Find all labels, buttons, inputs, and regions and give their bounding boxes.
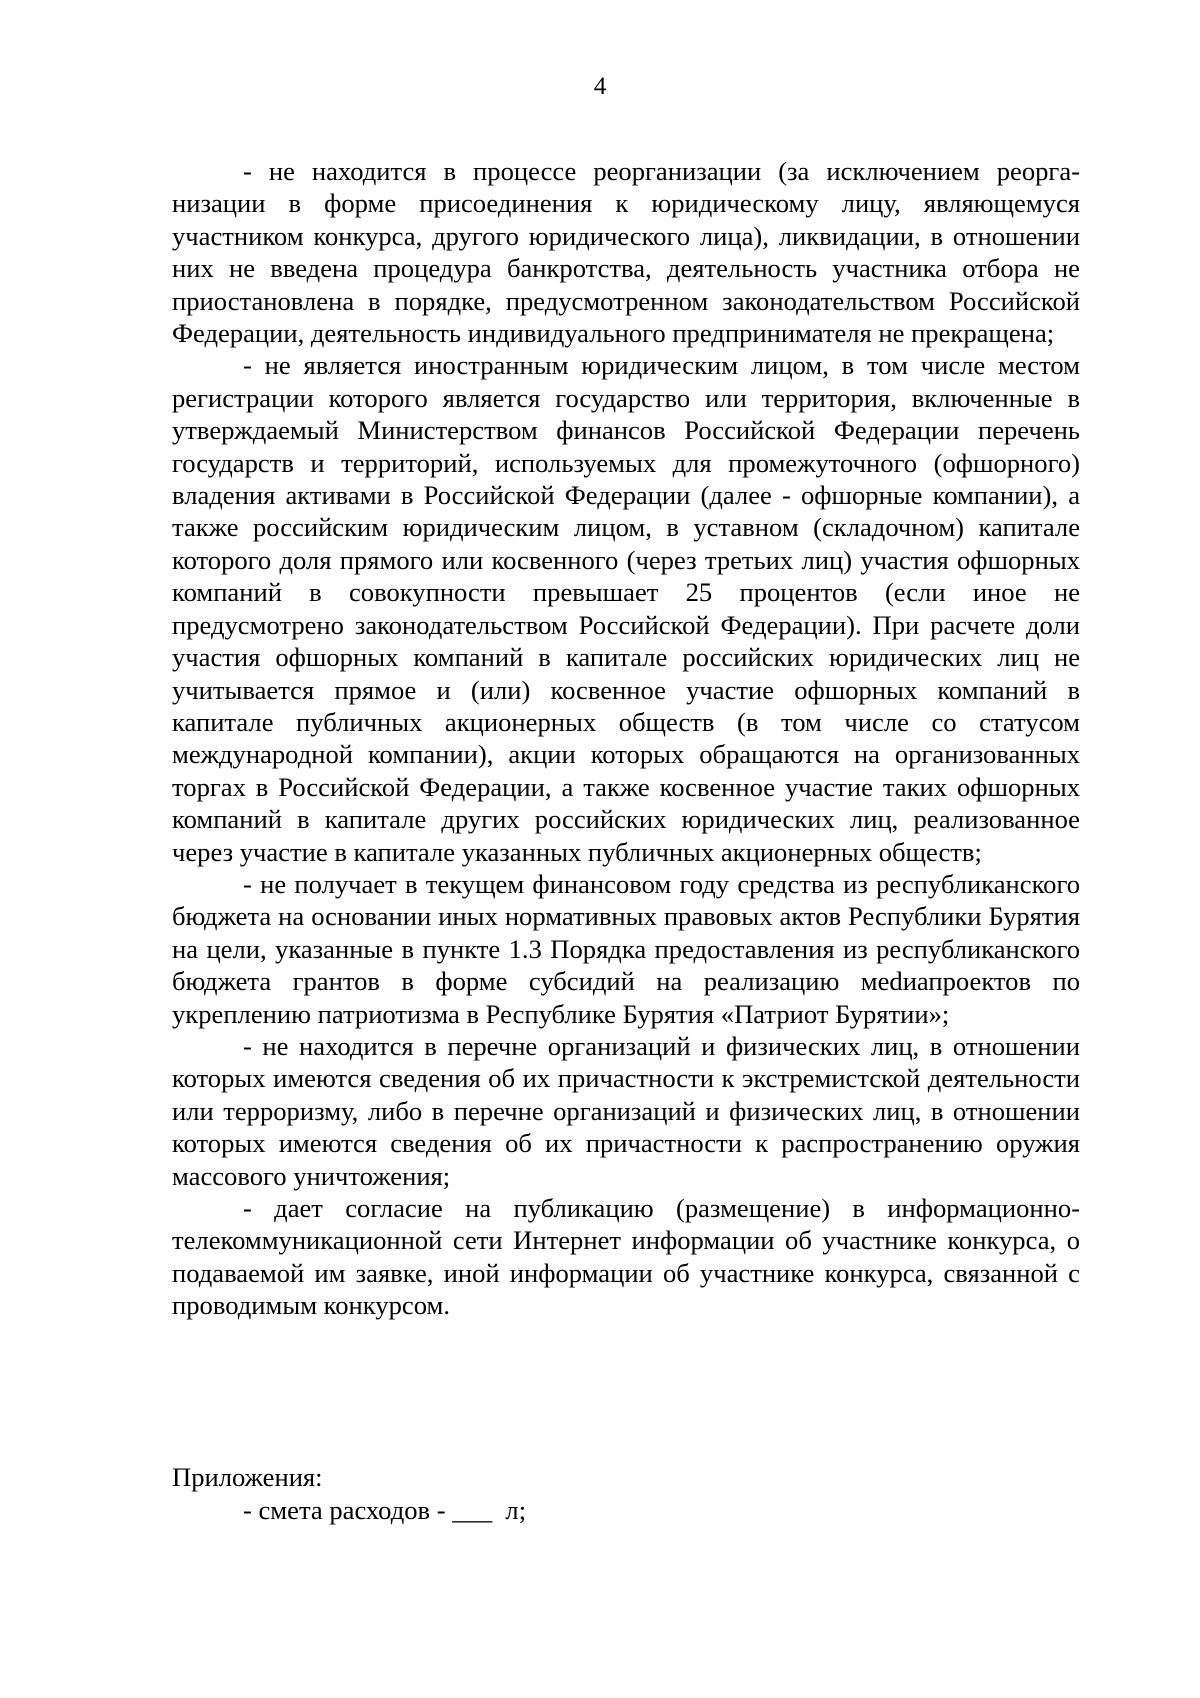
- paragraph-publication-consent: - дает согласие на публикацию (размещение) в информационно-телекоммуникационной сети Интернет информации об участнике конкурса, о подаваемой им заявке, иной информации об участнике конкурса, связанной с проводимым конкурсом.: [172, 1193, 1080, 1321]
- paragraph-not-in-reorganization: - не находится в процессе реорганизации (за исключением реорганизации в форме присоединения к юридическому лицу, являющемуся участником конкурса, другого юридического лица), ликвидации, в отношении них не введена процедура банкротства, деятельность участника отбора не приостановлена в порядке, предусмотренном законодательством Российской Федерации, деятельность индивидуального предпринимателя не прекращена;: [172, 156, 1080, 349]
- page-number: 4: [593, 73, 607, 100]
- document-body: [172, 155, 1080, 1322]
- paragraph-not-foreign-entity: - не является иностранным юридическим лицом, в том числе местом регистрации которого является государство или территория, включенные в утверждаемый Министерством финансов Российской Федерации перечень государств и территорий, используемых для промежуточного (офшорного) владения активами в Российской Федерации (далее - офшорные компании), а также российским юридическим лицом, в уставном (складочном) капитале которого доля прямого или косвенного (через третьих лиц) участия офшорных компаний в совокупности превышает 25 процентов (если иное не предусмотрено законодательством Российской Федерации). При расчете доли участия офшорных компаний в капитале российских юридических лиц не учитывается прямое и (или) косвенное участие офшорных компаний в капитале публичных акционерных обществ (в том числе со статусом международной компании), акции которых обращаются на организованных торгах в Российской Федерации, а также косвенное участие таких офшорных компаний в капитале других российских юридических лиц, реализованное через участие в капитале указанных публичных акционерных обществ;: [172, 350, 1080, 867]
- attachment-item-expense-estimate: - смета расходов - ___ л;: [243, 1495, 527, 1525]
- attachments-section: [172, 1461, 1080, 1527]
- attachments-heading: Приложения:: [172, 1462, 323, 1492]
- paragraph-no-other-budget-funds: - не получает в текущем финансовом году средства из республиканского бюджета на основании иных нормативных правовых актов Республики Бурятия на цели, указанные в пункте 1.3 Порядка предоставления из республиканского бюджета грантов в форме субсидий на реализацию меdиапроектов по укреплению патриотизма в Республике Бурятия «Патриот Бурятии»;: [172, 868, 1080, 1029]
- paragraph-not-in-extremist-list: - не находится в перечне организаций и физических лиц, в отношении которых имеются сведения об их причастности к экстремистской деятельности или терроризму, либо в перечне организаций и физических лиц, в отношении которых имеются сведения об их причастности к распространению оружия массового уничтожения;: [172, 1030, 1080, 1191]
